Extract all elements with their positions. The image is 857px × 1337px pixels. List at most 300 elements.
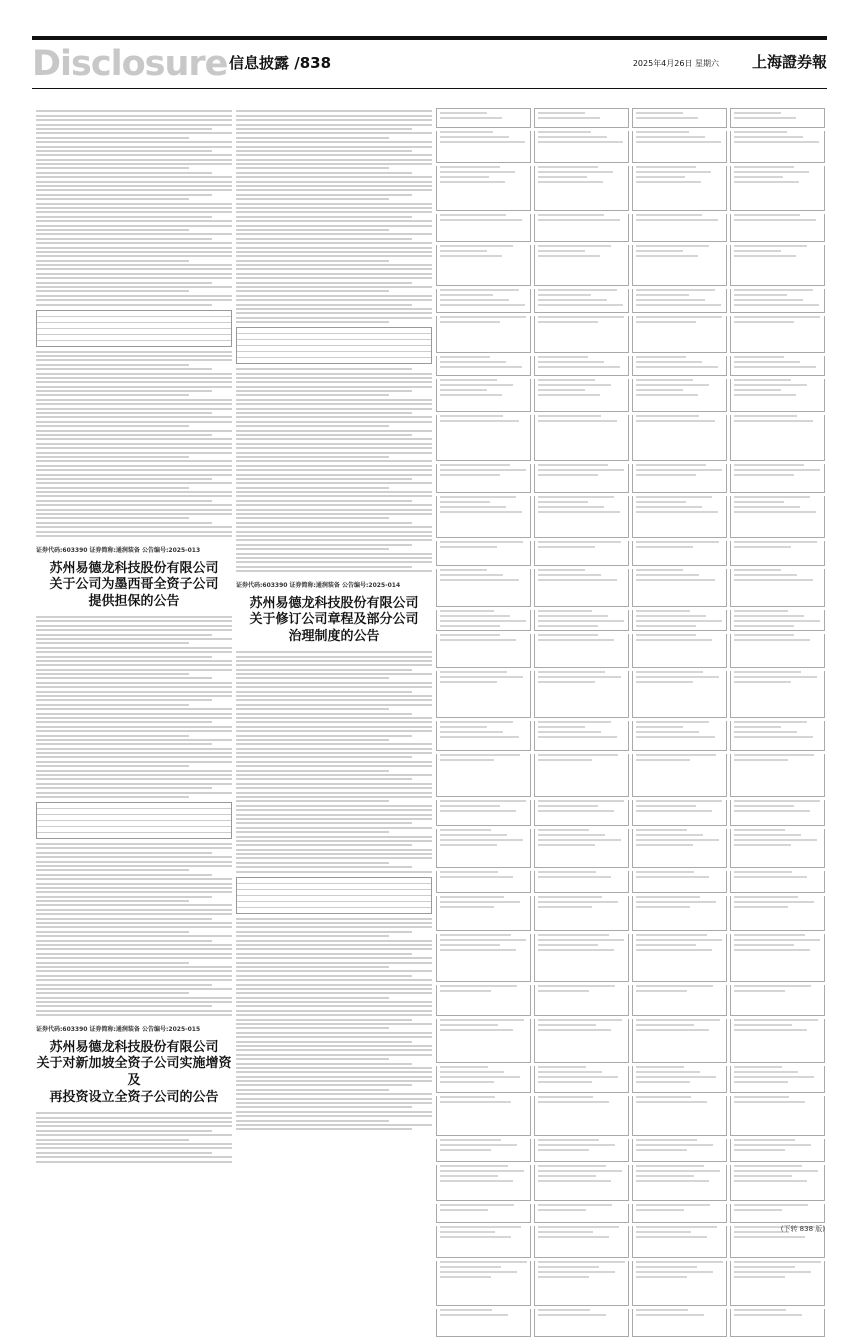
- text-line: [36, 975, 232, 977]
- text-line: [236, 203, 432, 205]
- text-line: [236, 443, 432, 445]
- text-line: [236, 1049, 432, 1051]
- text-line: [36, 1152, 212, 1154]
- text-line: [734, 620, 820, 622]
- text-line: [440, 1029, 513, 1031]
- text-line: [236, 866, 412, 868]
- text-line: [440, 1081, 494, 1083]
- text-line: [636, 1309, 688, 1311]
- text-line: [236, 154, 432, 156]
- text-line: [734, 1029, 807, 1031]
- text-line: [36, 251, 232, 253]
- text-line: [538, 579, 617, 581]
- text-line: [538, 615, 608, 617]
- table-cell: [632, 1165, 727, 1201]
- announcement-company: 苏州易德龙科技股份有限公司: [249, 596, 419, 612]
- table-cell: [436, 1139, 531, 1162]
- text-line: [636, 361, 702, 363]
- text-line: [440, 610, 494, 612]
- text-line: [236, 557, 432, 559]
- text-line: [36, 735, 189, 737]
- text-line: [36, 225, 232, 227]
- text-line: [734, 379, 791, 381]
- text-line: [734, 1066, 782, 1068]
- text-line: [236, 1084, 412, 1086]
- table-cell: [730, 1096, 825, 1136]
- text-line: [734, 316, 820, 318]
- text-line: [734, 136, 803, 138]
- text-line: [538, 1029, 611, 1031]
- text-line: [236, 141, 432, 143]
- table-cell: [632, 1066, 727, 1093]
- text-line: [236, 1027, 389, 1029]
- text-line: [236, 988, 432, 990]
- text-line: [538, 896, 602, 898]
- text-line: [36, 141, 232, 143]
- text-line: [538, 136, 607, 138]
- text-line: [734, 166, 794, 168]
- text-line: [538, 1276, 589, 1278]
- table-cell: [534, 1261, 629, 1306]
- table-cell: [632, 721, 727, 751]
- text-line: [236, 1023, 432, 1025]
- text-line: [236, 1124, 432, 1126]
- text-line: [236, 809, 432, 811]
- text-line: [36, 861, 232, 863]
- text-line: [36, 704, 189, 706]
- text-line: [236, 708, 389, 710]
- text-line: [734, 1165, 802, 1167]
- text-line: [636, 366, 718, 368]
- table-cell: [436, 721, 531, 751]
- text-line: [36, 154, 232, 156]
- text-line: [236, 691, 412, 693]
- table-cell: [730, 541, 825, 566]
- text-line: [36, 513, 232, 515]
- text-line: [734, 294, 787, 296]
- text-line: [236, 434, 412, 436]
- text-line: [36, 390, 212, 392]
- text-line: [734, 839, 817, 841]
- text-line: [236, 849, 432, 851]
- table-cell: [632, 108, 727, 128]
- text-line: [538, 1071, 602, 1073]
- text-line: [440, 1261, 527, 1263]
- text-line: [734, 805, 794, 807]
- text-line: [440, 1149, 491, 1151]
- text-line: [734, 117, 796, 119]
- text-line: [440, 871, 498, 873]
- announcement-code: 证券代码:603390 证券简称:通润装备 公告编号:2025-015: [36, 1026, 201, 1034]
- text-line: [734, 896, 798, 898]
- text-line: [636, 1139, 697, 1141]
- text-line: [636, 389, 683, 391]
- text-line: [538, 294, 591, 296]
- text-line: [636, 250, 683, 252]
- text-line: [236, 137, 389, 139]
- text-line: [36, 220, 232, 222]
- text-line: [36, 264, 232, 266]
- text-line: [636, 676, 719, 678]
- text-line: [538, 366, 620, 368]
- text-line: [734, 634, 794, 636]
- text-line: [636, 496, 712, 498]
- text-line: [36, 216, 212, 218]
- table-cell: [436, 496, 531, 538]
- text-line: [440, 511, 522, 513]
- text-line: [538, 1076, 618, 1078]
- text-line: [36, 277, 232, 279]
- text-line: [236, 159, 432, 161]
- text-line: [236, 1063, 412, 1065]
- text-line: [36, 664, 232, 666]
- text-line: [36, 761, 232, 763]
- text-line: [36, 491, 232, 493]
- text-line: [636, 1204, 710, 1206]
- text-line: [734, 1314, 802, 1316]
- text-line: [440, 469, 526, 471]
- text-line: [538, 255, 600, 257]
- text-line: [538, 721, 611, 723]
- text-line: [236, 211, 432, 213]
- text-line: [734, 639, 810, 641]
- table-cell: [436, 108, 531, 128]
- text-line: [636, 546, 693, 548]
- text-line: [440, 255, 502, 257]
- text-line: [236, 115, 432, 117]
- table-cell: [632, 541, 727, 566]
- text-line: [538, 934, 609, 936]
- text-line: [636, 1019, 720, 1021]
- newspaper-name: 上海證券報: [751, 53, 827, 71]
- text-line: [236, 699, 432, 701]
- text-line: [636, 1144, 713, 1146]
- table-cell: [534, 108, 629, 128]
- text-line: [36, 282, 212, 284]
- text-line: [236, 992, 432, 994]
- table-cell: [534, 1096, 629, 1136]
- text-line: [734, 1309, 786, 1311]
- text-line: [636, 1066, 684, 1068]
- text-line: [36, 408, 232, 410]
- text-line: [236, 787, 432, 789]
- text-line: [236, 408, 432, 410]
- table-cell: [632, 610, 727, 631]
- text-line: [636, 1101, 707, 1103]
- text-line: [236, 957, 432, 959]
- text-line: [440, 501, 490, 503]
- text-line: [36, 726, 232, 728]
- announcement-2: [236, 580, 432, 645]
- text-line: [36, 1143, 232, 1145]
- text-line: [440, 1266, 501, 1268]
- text-line: [236, 430, 432, 432]
- text-line: [538, 1144, 615, 1146]
- text-line: [236, 128, 412, 130]
- text-line: [36, 660, 232, 662]
- text-line: [440, 671, 507, 673]
- text-line: [538, 131, 591, 133]
- table-cell: [436, 1309, 531, 1337]
- text-line: [636, 754, 716, 756]
- text-line: [36, 1147, 232, 1149]
- text-line: [734, 541, 817, 543]
- table-cell: [436, 671, 531, 718]
- text-line: [236, 1067, 432, 1069]
- text-line: [36, 625, 232, 627]
- text-line: [236, 805, 432, 807]
- table-cell: [534, 415, 629, 461]
- text-line: [36, 904, 232, 906]
- text-line: [538, 289, 617, 291]
- text-line: [440, 1144, 517, 1146]
- text-line: [236, 312, 432, 314]
- text-line: [636, 810, 712, 812]
- text-line: [538, 141, 623, 143]
- text-line: [636, 829, 687, 831]
- text-line: [36, 774, 232, 776]
- text-line: [36, 874, 212, 876]
- table-cell: [632, 245, 727, 286]
- announcement-code: 证券代码:603390 证券简称:通润装备 公告编号:2025-013: [36, 546, 201, 554]
- text-line: [36, 616, 232, 618]
- text-line: [236, 539, 432, 541]
- text-line: [734, 1139, 795, 1141]
- text-line: [734, 299, 803, 301]
- text-line: [36, 651, 232, 653]
- text-line: [734, 615, 804, 617]
- text-line: [636, 681, 693, 683]
- text-line: [636, 166, 696, 168]
- text-line: [236, 425, 389, 427]
- text-line: [538, 944, 598, 946]
- text-line: [236, 857, 432, 859]
- text-line: [734, 181, 799, 183]
- text-line: [236, 544, 412, 546]
- text-line: [734, 1236, 805, 1238]
- text-line: [440, 676, 523, 678]
- text-line: [440, 420, 519, 422]
- text-line: [636, 1261, 723, 1263]
- text-line: [440, 299, 509, 301]
- text-line: [236, 853, 432, 855]
- text-line: [734, 1024, 792, 1026]
- text-line: [236, 456, 389, 458]
- text-line: [636, 615, 706, 617]
- text-line: [36, 765, 189, 767]
- text-line: [36, 686, 232, 688]
- text-line: [734, 506, 800, 508]
- text-line: [236, 394, 389, 396]
- table-cell: [632, 289, 727, 313]
- text-line: [538, 501, 588, 503]
- text-line: [36, 176, 232, 178]
- text-line: [36, 146, 232, 148]
- text-line: [636, 289, 715, 291]
- text-line: [36, 743, 212, 745]
- text-line: [36, 443, 232, 445]
- text-line: [236, 944, 432, 946]
- text-line: [538, 1165, 606, 1167]
- text-line: [236, 500, 412, 502]
- text-line: [236, 1010, 432, 1012]
- text-line: [36, 778, 232, 780]
- text-line: [36, 1125, 232, 1127]
- text-line: [636, 896, 700, 898]
- text-line: [36, 1117, 232, 1119]
- text-line: [440, 1231, 495, 1233]
- text-line: [236, 1093, 432, 1095]
- text-line: [36, 460, 232, 462]
- text-line: [636, 245, 709, 247]
- table-cell: [632, 496, 727, 538]
- text-line: [538, 394, 600, 396]
- text-line: [636, 901, 716, 903]
- text-line: [734, 1081, 788, 1083]
- text-line: [440, 1175, 498, 1177]
- text-line: [236, 198, 389, 200]
- text-line: [538, 304, 623, 306]
- text-line: [236, 132, 432, 134]
- text-line: [36, 403, 232, 405]
- table-cell: [534, 829, 629, 868]
- text-line: [236, 948, 432, 950]
- text-line: [236, 814, 432, 816]
- text-line: [734, 420, 813, 422]
- text-line: [636, 934, 707, 936]
- text-line: [236, 495, 432, 497]
- text-line: [36, 434, 212, 436]
- table-cell: [730, 829, 825, 868]
- text-line: [636, 181, 701, 183]
- text-line: [36, 935, 232, 937]
- text-line: [734, 289, 813, 291]
- text-line: [36, 691, 232, 693]
- text-line: [36, 796, 189, 798]
- text-line: [236, 783, 432, 785]
- text-line: [440, 474, 500, 476]
- table-cell: [730, 379, 825, 412]
- text-line: [636, 620, 722, 622]
- text-line: [440, 245, 513, 247]
- table-cell: [632, 569, 727, 607]
- table-cell: [436, 415, 531, 461]
- text-line: [236, 570, 432, 572]
- text-line: [440, 171, 515, 173]
- text-line: [440, 901, 520, 903]
- text-line: [36, 642, 189, 644]
- text-line: [236, 669, 412, 671]
- text-line: [538, 939, 624, 941]
- text-line: [440, 506, 506, 508]
- text-line: [236, 474, 432, 476]
- text-line: [538, 834, 605, 836]
- text-line: [236, 660, 432, 662]
- text-line: [236, 966, 389, 968]
- table-row: [237, 358, 431, 363]
- text-line: [36, 984, 212, 986]
- table-cell: [436, 541, 531, 566]
- text-line: [636, 1170, 720, 1172]
- text-line: [636, 939, 722, 941]
- text-line: [236, 748, 432, 750]
- table-cell: [436, 754, 531, 797]
- text-line: [538, 496, 614, 498]
- table-cell: [730, 289, 825, 313]
- text-line: [36, 721, 212, 723]
- text-line: [440, 985, 517, 987]
- table-cell: [534, 245, 629, 286]
- text-line: [538, 726, 585, 728]
- text-line: [236, 682, 432, 684]
- text-line: [36, 792, 232, 794]
- text-line: [636, 141, 721, 143]
- text-line: [440, 939, 526, 941]
- text-line: [236, 1076, 432, 1078]
- text-line: [440, 839, 523, 841]
- text-line: [440, 1236, 511, 1238]
- text-line: [734, 415, 797, 417]
- text-line: [734, 214, 800, 216]
- text-line: [36, 708, 232, 710]
- text-line: [36, 364, 189, 366]
- text-line: [440, 990, 491, 992]
- table-cell: [632, 634, 727, 668]
- text-line: [236, 1111, 432, 1113]
- issue-date: 2025年4月26日 星期六: [632, 59, 719, 68]
- text-line: [236, 717, 432, 719]
- text-line: [36, 255, 232, 257]
- text-line: [734, 141, 819, 143]
- text-line: [636, 1226, 717, 1228]
- column-6: [730, 108, 825, 1226]
- text-line: [236, 997, 389, 999]
- text-line: [440, 615, 510, 617]
- text-line: [236, 531, 432, 533]
- text-line: [636, 1266, 697, 1268]
- text-line: [538, 625, 598, 627]
- text-line: [36, 770, 232, 772]
- text-line: [440, 1204, 514, 1206]
- text-line: [36, 167, 189, 169]
- table-cell: [730, 985, 825, 1016]
- text-line: [236, 290, 389, 292]
- text-line: [440, 934, 511, 936]
- text-line: [36, 730, 232, 732]
- text-line: [236, 513, 432, 515]
- text-line: [440, 625, 500, 627]
- text-line: [636, 464, 706, 466]
- text-line: [440, 620, 526, 622]
- text-line: [734, 726, 781, 728]
- text-line: [440, 250, 487, 252]
- text-line: [734, 876, 807, 878]
- text-line: [538, 569, 585, 571]
- text-line: [36, 656, 212, 658]
- text-line: [538, 876, 611, 878]
- text-line: [734, 671, 801, 673]
- text-line: [36, 970, 232, 972]
- table-cell: [632, 871, 727, 893]
- text-line: [236, 176, 432, 178]
- text-line: [636, 379, 693, 381]
- table-cell: [730, 871, 825, 893]
- text-line: [636, 721, 709, 723]
- text-line: [36, 430, 232, 432]
- text-line: [538, 1261, 625, 1263]
- text-line: [636, 316, 722, 318]
- text-line: [36, 456, 189, 458]
